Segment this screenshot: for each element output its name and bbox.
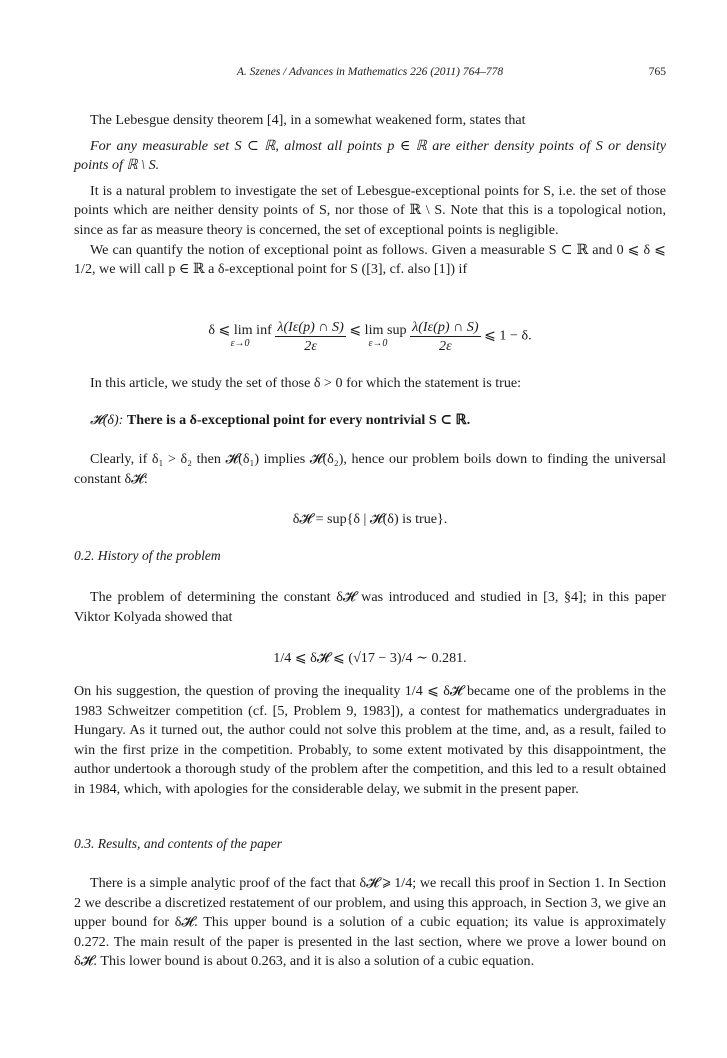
hypothesis-label: 𝓗(δ): bbox=[90, 412, 124, 428]
section-heading-0-2: 0.2. History of the problem bbox=[74, 548, 221, 563]
eq1-fraction-1 bbox=[275, 318, 345, 355]
schweitzer-paragraph: On his suggestion, the question of proving the inequality 1/4 ⩽ δ𝓗 became one of the problems in the 1983 Schweitzer competition (cf. [5, Problem 9, 1983]), a contest for mathematics undergraduates in Hungary. As it turned out, the author could not solve this problem at the time, and, as a result, failed to win the first prize in the competition. Probably, to some extent motivated by this disappointment, the author undertook a thorough study of the problem after the competition, and this led to a result obtained in 1984, which, with apologies for the considerable delay, we submit in the present paper. bbox=[74, 683, 666, 797]
equation-delta-h: δ𝓗 = sup{δ | 𝓗(δ) is true}. bbox=[292, 511, 448, 527]
paragraph-7 bbox=[74, 588, 666, 627]
equation-kolyada-bound: 1/4 ⩽ δ𝓗 ⩽ (√17 − 3)/4 ∼ 0.281. bbox=[273, 650, 467, 666]
hypothesis-line bbox=[90, 412, 470, 429]
eq1-fraction-2 bbox=[410, 318, 480, 355]
section-heading-0-3: 0.3. Results, and contents of the paper bbox=[74, 836, 283, 851]
paragraph-9 bbox=[74, 874, 666, 972]
intro-paragraph-4: We can quantify the notion of exceptional point as follows. Given a measurable S ⊂ ℝ and 0 ⩽ δ ⩽ 1/2, we will call p ∈ ℝ a δ-exceptional point for S ([3], cf. also [1]) if bbox=[74, 241, 666, 278]
eq1-lim-sub-2: ε→0 bbox=[368, 337, 388, 349]
liminf-operator bbox=[208, 323, 271, 351]
page-header bbox=[74, 66, 666, 82]
page-number: 765 bbox=[648, 66, 666, 78]
paragraph-6 bbox=[74, 450, 666, 489]
equation-exceptional-point bbox=[74, 318, 666, 355]
universal-constant-paragraph: Clearly, if δ₁ > δ₂ then 𝓗(δ₁) implies 𝓗(δ₂), hence our problem boils down to finding the universal constant δ𝓗: bbox=[74, 451, 666, 487]
eq1-lim-sub: ε→0 bbox=[230, 337, 250, 349]
eq1-numerator: λ(Iε(p) ∩ S) bbox=[277, 319, 344, 335]
eq1-right: ⩽ 1 − δ. bbox=[484, 327, 532, 344]
paragraph-8 bbox=[74, 682, 666, 800]
paragraph-5 bbox=[74, 374, 666, 394]
results-paragraph: There is a simple analytic proof of the fact that δ𝓗 ⩾ 1/4; we recall this proof in Section 1. In Section 2 we describe a discretized restatement of our problem, and using this approach, in Section 3, we give an upper bound for δ𝓗. This upper bound is a solution of a cubic equation; its value is approximately 0.272. The main result of the paper is presented in the last section, where we prove a lower bound on δ𝓗. This lower bound is about 0.263, and it is also a solution of a cubic equation. bbox=[74, 875, 666, 970]
eq1-left: δ ⩽ lim inf bbox=[208, 321, 272, 338]
intro-paragraph-1: The Lebesgue density theorem [4], in a somewhat weakened form, states that bbox=[90, 112, 526, 128]
eq1-mid: ⩽ lim sup bbox=[349, 321, 407, 338]
lebesgue-theorem-statement: For any measurable set S ⊂ ℝ, almost all points p ∈ ℝ are either density points of S or density points of ℝ \ S. bbox=[74, 137, 666, 174]
eq1-denominator-2: 2ε bbox=[439, 338, 452, 354]
limsup-operator bbox=[349, 323, 406, 351]
statement-intro: In this article, we study the set of those δ > 0 for which the statement is true: bbox=[90, 375, 522, 391]
hypothesis-text: There is a δ-exceptional point for every nontrivial S ⊂ ℝ. bbox=[126, 412, 471, 428]
intro-paragraph-3: It is a natural problem to investigate the set of Lebesgue-exceptional points for S, i.e. the set of those points which are neither density points of S, nor those of ℝ \ S. Note that this is a topological notion, since as far as measure theory is concerned, the set of exceptional points is negligible. bbox=[74, 182, 666, 238]
eq1-numerator-2: λ(Iε(p) ∩ S) bbox=[412, 319, 479, 335]
running-head: A. Szenes / Advances in Mathematics 226 (2011) 764–778 bbox=[236, 66, 504, 78]
eq1-denominator: 2ε bbox=[304, 338, 317, 354]
history-paragraph: The problem of determining the constant δ𝓗 was introduced and studied in [3, §4]; in this paper Viktor Kolyada showed that bbox=[74, 589, 666, 625]
intro-block bbox=[74, 111, 666, 280]
